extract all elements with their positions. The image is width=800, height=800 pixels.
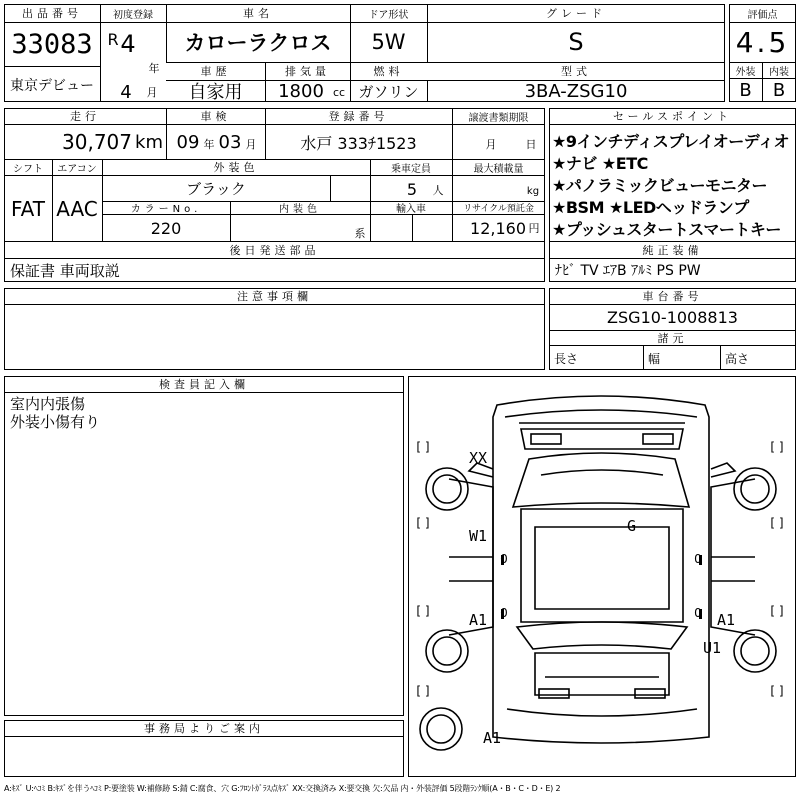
color-no-value: 220	[150, 218, 182, 238]
displacement-value: 1800	[278, 80, 324, 102]
shaken-label: 車検	[200, 110, 231, 123]
aircon-value: AAC	[56, 196, 98, 221]
shaken-month-unit: 月	[245, 138, 257, 151]
chassis-label: 車台番号	[642, 290, 703, 303]
mileage-label: 走行	[70, 110, 100, 123]
shift-label: シフト	[13, 163, 43, 175]
later-parts-value: 保証書 車両取説	[10, 261, 120, 280]
score-value: 4.5	[735, 25, 790, 59]
load-unit: kg	[526, 185, 540, 197]
lot-label: 出品番号	[22, 7, 82, 20]
first-reg-year-unit: 年	[148, 62, 160, 75]
car-diagram	[408, 376, 796, 777]
history-value: 自家用	[188, 82, 243, 102]
first-reg-label: 初度登録	[113, 9, 153, 21]
color-no-label: カラーNo.	[130, 204, 202, 214]
sales-point-item: ★9インチディスプレイオーディオ	[552, 131, 789, 151]
car-name: カローラクロス	[184, 31, 332, 55]
plate-label: 登録番号	[328, 110, 389, 123]
mileage-unit: km	[135, 131, 163, 153]
recycle-label: リサイクル預託金	[463, 204, 534, 214]
damage-mark-right-rear: A1	[717, 611, 736, 629]
notes-label: 注意事項欄	[237, 290, 312, 303]
mileage-value: 30,707	[62, 130, 132, 154]
first-reg-month-unit: 月	[146, 86, 158, 99]
transfer-day-unit: 日	[525, 138, 537, 151]
sales-point-item: ★プッシュスタートスマートキー	[552, 219, 781, 239]
history-label: 車歴	[200, 65, 231, 78]
displacement-label: 排気量	[285, 65, 330, 78]
diagram-zero: 0	[500, 606, 508, 620]
diagram-zero: 0	[500, 552, 508, 566]
model-label: 型式	[561, 65, 591, 78]
load-label: 最大積載量	[473, 163, 524, 175]
diagram-bracket-left: [ ]	[416, 604, 430, 618]
door-value: 5W	[371, 30, 406, 54]
grade-label: グレード	[546, 7, 606, 20]
recycle-unit: 円	[528, 222, 540, 235]
diagram-bracket-left: [ ]	[416, 440, 430, 454]
damage-mark-windshield: G	[627, 517, 637, 535]
car-outline-diagram	[409, 377, 795, 776]
fuel-value: ガソリン	[358, 82, 419, 101]
damage-mark-left-front-door: W1	[469, 527, 488, 545]
sales-point-item: ★BSM ★LEDヘッドランプ	[552, 197, 749, 217]
diagram-zero: 0	[694, 606, 702, 620]
score-label: 評価点	[747, 9, 778, 21]
diagram-zero: 0	[694, 552, 702, 566]
transfer-label: 譲渡書類期限	[468, 112, 529, 124]
plate-value: 水戸 333ﾁ1523	[300, 133, 417, 153]
equipment-value: ﾅﾋﾞ TV ｴｱB ｱﾙﾐ PS PW	[555, 263, 701, 279]
chassis-value: ZSG10-1008813	[607, 308, 738, 327]
damage-mark-right-rear-wheel: U1	[703, 639, 722, 657]
shaken-month: 03	[218, 131, 242, 153]
diagram-bracket-right: [ ]	[770, 516, 784, 530]
interior-label: 内装	[769, 66, 789, 78]
inspector-line: 外装小傷有り	[10, 413, 101, 431]
sales-point-item: ★パノラミックビューモニター	[552, 175, 768, 195]
first-reg-era: R	[107, 29, 119, 49]
diagram-bracket-left: [ ]	[416, 684, 430, 698]
capacity-label: 乗車定員	[391, 163, 431, 175]
import-label: 輸入車	[396, 204, 426, 214]
fuel-label: 燃料	[373, 65, 404, 78]
office-label: 事務局よりご案内	[144, 722, 264, 735]
diagram-bracket-right: [ ]	[770, 604, 784, 618]
shift-value: FAT	[10, 196, 45, 221]
length-label: 長さ	[554, 351, 579, 366]
grade-value: S	[568, 28, 584, 56]
dims-label: 諸元	[657, 331, 688, 345]
aircon-label: エアコン	[57, 163, 97, 175]
diagram-bracket-right: [ ]	[770, 684, 784, 698]
inspector-label: 検査員記入欄	[159, 378, 249, 391]
model-value: 3BA-ZSG10	[524, 80, 628, 102]
first-reg-year: 4	[120, 30, 136, 58]
equipment-label: 純正装備	[642, 243, 703, 257]
interior-color-unit: 系	[354, 227, 366, 240]
shaken-year: 09	[176, 131, 200, 153]
width-label: 幅	[648, 351, 661, 366]
damage-mark-rear-bumper: A1	[483, 729, 502, 747]
car-name-label: 車名	[243, 7, 273, 20]
lot-number: 33083	[11, 29, 93, 60]
location: 東京デビュー	[10, 77, 94, 94]
recycle-value: 12,160	[470, 218, 526, 238]
displacement-unit: cc	[332, 85, 346, 99]
sales-point-item: ★ナビ ★ETC	[552, 153, 648, 173]
diagram-bracket-right: [ ]	[770, 440, 784, 454]
door-label: ドア形状	[368, 9, 409, 21]
diagram-bracket-left: [ ]	[416, 516, 430, 530]
height-label: 高さ	[725, 351, 750, 366]
later-parts-label: 後日発送部品	[229, 243, 320, 257]
damage-mark-front-left: XX	[469, 449, 488, 467]
color-value: ブラック	[186, 180, 246, 198]
legend-text: A:ｷｽﾞ U:ﾍｺﾐ B:ｷｽﾞを伴うﾍｺﾐ P:要塗装 W:補修跡 S:錆 C:腐食、穴 G:ﾌﾛﾝﾄｶﾞﾗｽ点ｷｽﾞ XX:交換済み X:要交換 欠:欠品 内・外装評価 5段階ﾗﾝｸ順(A・B・C・D・E) 2	[4, 783, 561, 793]
exterior-grade: B	[739, 79, 752, 101]
sales-points-label: セールスポイント	[612, 110, 732, 123]
interior-grade: B	[772, 79, 786, 101]
capacity-unit: 人	[432, 184, 444, 197]
interior-color-label: 内装色	[279, 204, 321, 214]
shaken-year-unit: 年	[203, 138, 215, 151]
damage-mark-left-rear: A1	[469, 611, 488, 629]
capacity-value: 5	[406, 179, 418, 199]
first-reg-month: 4	[120, 82, 132, 102]
color-label: 外装色	[213, 161, 259, 174]
inspector-line: 室内内張傷	[10, 395, 86, 413]
exterior-label: 外装	[735, 66, 756, 78]
transfer-month-unit: 月	[485, 138, 497, 151]
